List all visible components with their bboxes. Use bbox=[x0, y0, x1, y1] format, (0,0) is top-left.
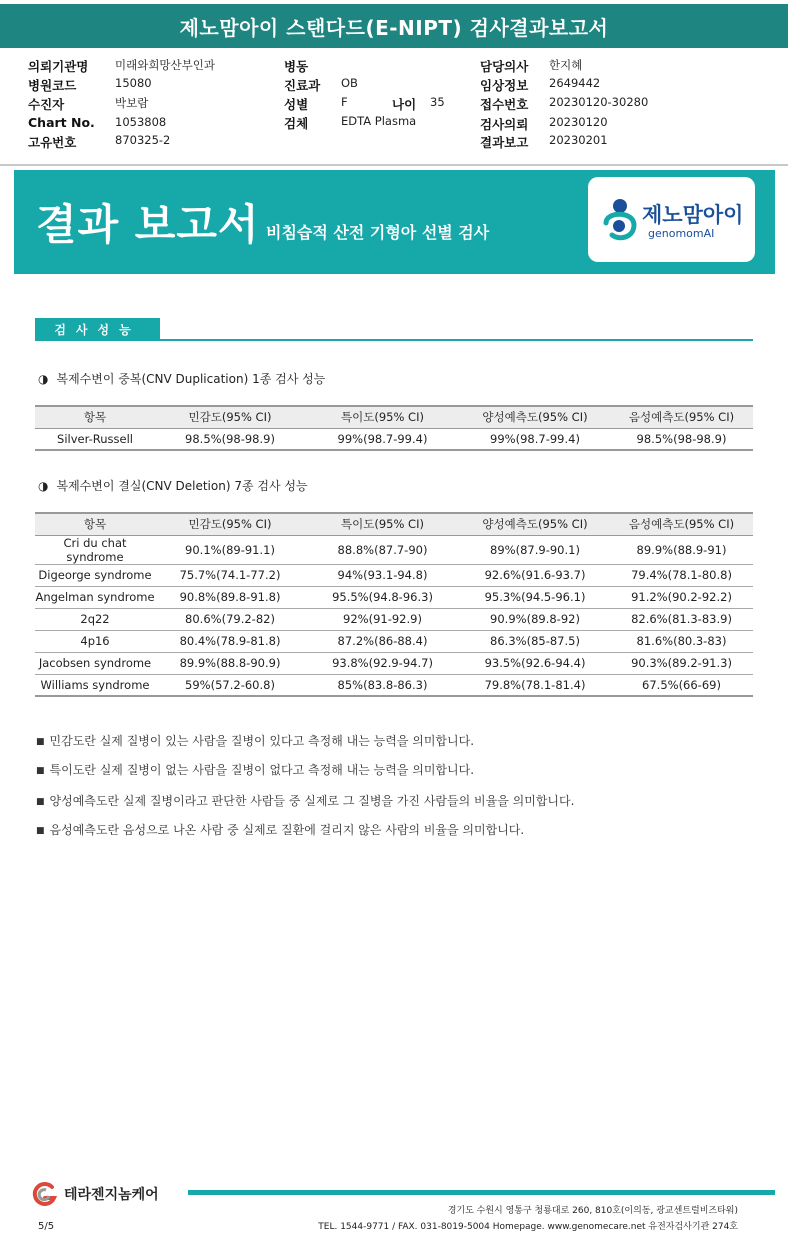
cell: 94%(93.1-94.8) bbox=[305, 564, 460, 586]
patient-label: 수진자 bbox=[28, 97, 65, 112]
table-row bbox=[35, 586, 753, 608]
half-circle-icon: ◑ bbox=[38, 479, 49, 493]
dup-heading bbox=[38, 370, 325, 387]
cell: 98.5%(98-98.9) bbox=[610, 428, 753, 450]
cell: 99%(98.7-99.4) bbox=[460, 428, 610, 450]
id-label: 고유번호 bbox=[28, 135, 77, 150]
note-item bbox=[36, 732, 474, 749]
receipt-value: 20230120-30280 bbox=[549, 95, 649, 109]
page-number: 5/5 bbox=[38, 1221, 55, 1232]
cell: 88.8%(87.7-90) bbox=[305, 535, 460, 564]
cell: 80.6%(79.2-82) bbox=[155, 608, 305, 630]
col-npv: 음성예측도(95% CI) bbox=[610, 406, 753, 428]
cell: Angelman syndrome bbox=[35, 586, 155, 608]
cell: 95.5%(94.8-96.3) bbox=[305, 586, 460, 608]
bullet-icon: ■ bbox=[36, 765, 45, 776]
cell: 89%(87.9-90.1) bbox=[460, 535, 610, 564]
doctor-value: 한지혜 bbox=[549, 58, 583, 72]
age-value: 35 bbox=[430, 95, 445, 109]
cell: 86.3%(85-87.5) bbox=[460, 630, 610, 652]
cell: Digeorge syndrome bbox=[35, 564, 155, 586]
clinical-value: 2649442 bbox=[549, 76, 601, 90]
dup-table bbox=[35, 405, 753, 451]
id-value: 870325-2 bbox=[115, 133, 171, 147]
cell: 4p16 bbox=[35, 630, 155, 652]
table-row bbox=[35, 630, 753, 652]
header-divider bbox=[0, 164, 788, 166]
cell: 98.5%(98-98.9) bbox=[155, 428, 305, 450]
cell: 75.7%(74.1-77.2) bbox=[155, 564, 305, 586]
cell: 80.4%(78.9-81.8) bbox=[155, 630, 305, 652]
col-ppv: 양성예측도(95% CI) bbox=[460, 513, 610, 535]
cell: 90.3%(89.2-91.3) bbox=[610, 652, 753, 674]
col-item: 항목 bbox=[35, 406, 155, 428]
note-text: 특이도란 실제 질병이 없는 사람을 질병이 없다고 측정해 내는 능력을 의미합니다. bbox=[49, 763, 475, 777]
logo-sub-text: genomomAI bbox=[648, 227, 715, 240]
sex-value: F bbox=[341, 95, 348, 109]
receipt-label: 접수번호 bbox=[480, 97, 529, 112]
report-value: 20230201 bbox=[549, 133, 608, 147]
company-logo bbox=[30, 1182, 159, 1206]
chart-value: 1053808 bbox=[115, 115, 167, 129]
note-item bbox=[36, 821, 524, 838]
table-header-row bbox=[35, 406, 753, 428]
col-specificity: 특이도(95% CI) bbox=[305, 513, 460, 535]
cell: 99%(98.7-99.4) bbox=[305, 428, 460, 450]
section-rule bbox=[35, 339, 753, 341]
cell: 90.9%(89.8-92) bbox=[460, 608, 610, 630]
company-name: 테라젠지놈케어 bbox=[64, 1187, 159, 1203]
table-row bbox=[35, 564, 753, 586]
banner-title: 결과 보고서 bbox=[36, 200, 260, 249]
cell: 89.9%(88.8-90.9) bbox=[155, 652, 305, 674]
note-item bbox=[36, 792, 574, 809]
footer-contact: TEL. 1544-9771 / FAX. 031-8019-5004 Homepage. www.genomecare.net 유전자검사기관 274호 bbox=[318, 1222, 738, 1232]
request-label: 검사의뢰 bbox=[480, 117, 529, 132]
doctor-label: 담당의사 bbox=[480, 59, 529, 74]
specimen-value: EDTA Plasma bbox=[341, 114, 417, 128]
dup-heading-text: 복제수변이 중복(CNV Duplication) 1종 검사 성능 bbox=[56, 372, 326, 386]
code-value: 15080 bbox=[115, 76, 152, 90]
note-item bbox=[36, 761, 474, 778]
col-sensitivity: 민감도(95% CI) bbox=[155, 406, 305, 428]
cell: 82.6%(81.3-83.9) bbox=[610, 608, 753, 630]
clinical-label: 임상정보 bbox=[480, 78, 529, 93]
table-row bbox=[35, 674, 753, 696]
cell: Williams syndrome bbox=[35, 674, 155, 696]
del-heading-text: 복제수변이 결실(CNV Deletion) 7종 검사 성능 bbox=[56, 479, 308, 493]
table-row bbox=[35, 608, 753, 630]
code-label: 병원코드 bbox=[28, 78, 77, 93]
sex-label: 성별 bbox=[284, 97, 309, 112]
note-text: 음성예측도란 음성으로 나온 사람 중 실제로 질환에 걸리지 않은 사람의 비율을 의미합니다. bbox=[49, 823, 525, 837]
footer-address: 경기도 수원시 영통구 청룡대로 260, 810호(이의동, 광교센트럴비즈타워) bbox=[447, 1206, 738, 1216]
del-table bbox=[35, 512, 753, 697]
request-value: 20230120 bbox=[549, 115, 608, 129]
cell: 92.6%(91.6-93.7) bbox=[460, 564, 610, 586]
dept-value: OB bbox=[341, 76, 358, 90]
report-title: 제노맘아이 스탠다드(E-NIPT) 검사결과보고서 bbox=[0, 4, 788, 48]
cell: 2q22 bbox=[35, 608, 155, 630]
cell: 93.5%(92.6-94.4) bbox=[460, 652, 610, 674]
cell: 87.2%(86-88.4) bbox=[305, 630, 460, 652]
cell: Cri du chat syndrome bbox=[35, 535, 155, 564]
bullet-icon: ■ bbox=[36, 796, 45, 807]
cell: 93.8%(92.9-94.7) bbox=[305, 652, 460, 674]
col-specificity: 특이도(95% CI) bbox=[305, 406, 460, 428]
col-item: 항목 bbox=[35, 513, 155, 535]
result-banner bbox=[14, 170, 775, 274]
patient-info bbox=[0, 52, 788, 164]
logo-main-text: 제노맘아이 bbox=[642, 203, 744, 227]
brand-logo bbox=[588, 177, 755, 262]
cell: 92%(91-92.9) bbox=[305, 608, 460, 630]
hospital-value: 미래와희망산부인과 bbox=[115, 58, 215, 72]
cell: Silver-Russell bbox=[35, 428, 155, 450]
footer-rule bbox=[188, 1190, 775, 1195]
baby-logo-icon bbox=[598, 195, 638, 245]
col-npv: 음성예측도(95% CI) bbox=[610, 513, 753, 535]
cell: 81.6%(80.3-83) bbox=[610, 630, 753, 652]
cell: 95.3%(94.5-96.1) bbox=[460, 586, 610, 608]
table-row bbox=[35, 652, 753, 674]
cell: 79.4%(78.1-80.8) bbox=[610, 564, 753, 586]
cell: 90.1%(89-91.1) bbox=[155, 535, 305, 564]
del-heading bbox=[38, 477, 308, 494]
dept-label: 진료과 bbox=[284, 78, 321, 93]
table-row bbox=[35, 535, 753, 564]
table-row bbox=[35, 428, 753, 450]
age-label: 나이 bbox=[392, 97, 417, 112]
col-ppv: 양성예측도(95% CI) bbox=[460, 406, 610, 428]
cell: 79.8%(78.1-81.4) bbox=[460, 674, 610, 696]
half-circle-icon: ◑ bbox=[38, 372, 49, 386]
bullet-icon: ■ bbox=[36, 825, 45, 836]
bullet-icon: ■ bbox=[36, 736, 45, 747]
banner-subtitle: 비침습적 산전 기형아 선별 검사 bbox=[266, 223, 490, 242]
cell: 85%(83.8-86.3) bbox=[305, 674, 460, 696]
specimen-label: 검체 bbox=[284, 116, 309, 131]
report-label: 결과보고 bbox=[480, 135, 529, 150]
chart-label: Chart No. bbox=[28, 115, 95, 130]
company-g-icon bbox=[30, 1182, 60, 1206]
cell: 89.9%(88.9-91) bbox=[610, 535, 753, 564]
col-sensitivity: 민감도(95% CI) bbox=[155, 513, 305, 535]
cell: Jacobsen syndrome bbox=[35, 652, 155, 674]
note-text: 양성예측도란 실제 질병이라고 판단한 사람들 중 실제로 그 질병을 가진 사람들의 비율을 의미합니다. bbox=[49, 794, 575, 808]
section-title: 검사성능 bbox=[35, 318, 160, 340]
patient-value: 박보람 bbox=[115, 96, 149, 110]
cell: 91.2%(90.2-92.2) bbox=[610, 586, 753, 608]
ward-label: 병동 bbox=[284, 59, 309, 74]
cell: 59%(57.2-60.8) bbox=[155, 674, 305, 696]
hospital-label: 의뢰기관명 bbox=[28, 59, 89, 74]
table-header-row bbox=[35, 513, 753, 535]
cell: 90.8%(89.8-91.8) bbox=[155, 586, 305, 608]
note-text: 민감도란 실제 질병이 있는 사람을 질병이 있다고 측정해 내는 능력을 의미합니다. bbox=[49, 734, 475, 748]
cell: 67.5%(66-69) bbox=[610, 674, 753, 696]
